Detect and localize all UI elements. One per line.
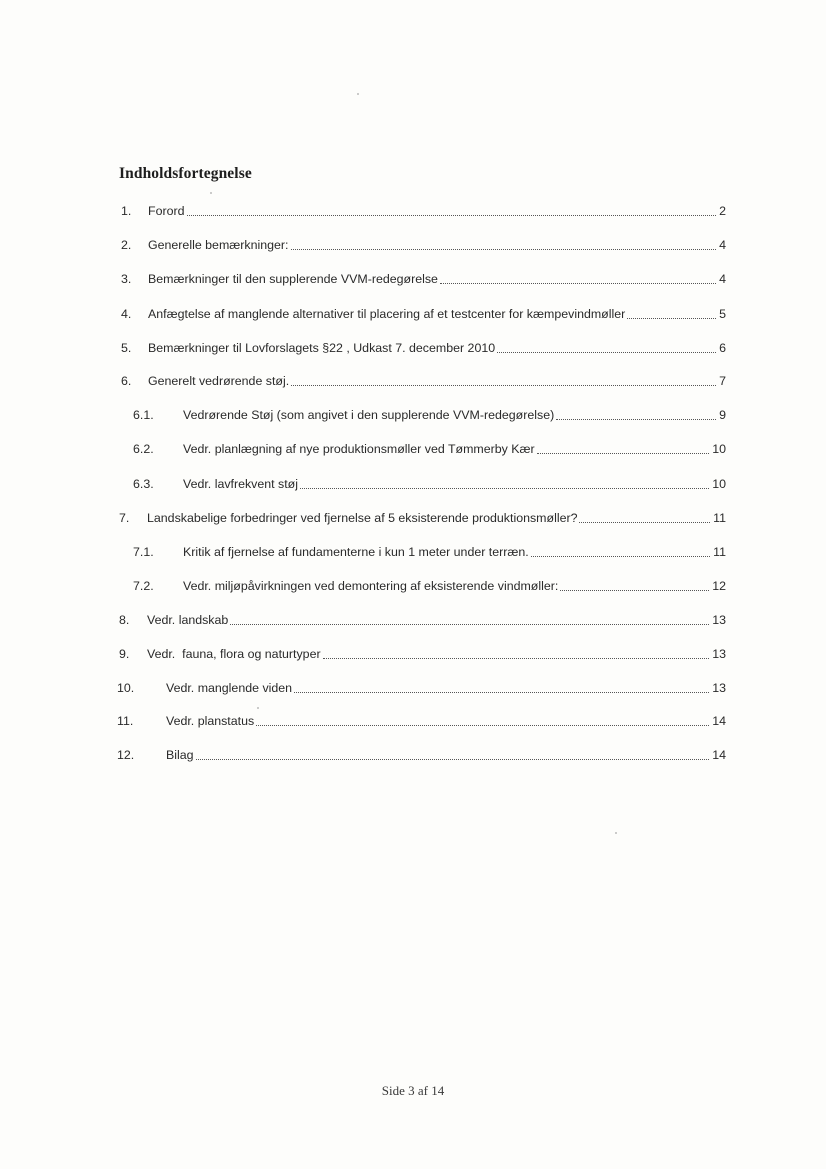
toc-entry-number: 4. (121, 307, 132, 321)
toc-entry-title: Vedr. landskab (147, 613, 229, 627)
toc-entry-1[interactable] (121, 203, 726, 219)
toc-entry-title: Vedr. miljøpåvirkningen ved demontering af eksisterende vindmøller: (183, 579, 559, 593)
dot-leader (187, 214, 717, 216)
toc-entry-title: Vedr. lavfrekvent støj (183, 477, 299, 491)
scan-speck (257, 707, 259, 709)
dot-leader (556, 418, 716, 420)
toc-entry-number: 10. (117, 681, 135, 695)
toc-entry-page: 14 (712, 748, 726, 762)
toc-entry-number: 9. (119, 647, 130, 661)
dot-leader (294, 691, 709, 693)
toc-entry-number: 6.1. (133, 408, 154, 422)
toc-entry-title: Vedr. fauna, flora og naturtyper (147, 647, 321, 661)
toc-entry-page: 11 (713, 511, 726, 525)
toc-entry-page: 5 (719, 307, 726, 321)
toc-entry-7[interactable] (119, 510, 726, 526)
toc-entry-page: 6 (719, 341, 726, 355)
toc-entry-number: 12. (117, 748, 135, 762)
toc-entry-title: Vedrørende Støj (som angivet i den supplerende VVM-redegørelse) (183, 408, 555, 422)
toc-entry-number: 3. (121, 272, 132, 286)
toc-entry-title: Anfægtelse af manglende alternativer til placering af et testcenter for kæmpevindmøller (148, 307, 626, 321)
toc-entry-title: Kritik af fjernelse af fundamenterne i kun 1 meter under terræn. (183, 545, 529, 559)
dot-leader (579, 521, 710, 523)
dot-leader (560, 589, 709, 591)
toc-entry-title: Vedr. manglende viden (166, 681, 293, 695)
toc-entry-6-1[interactable] (133, 407, 726, 423)
toc-entry-title: Bilag (166, 748, 194, 762)
toc-entry-page: 2 (719, 204, 726, 218)
toc-entry-page: 12 (712, 579, 726, 593)
toc-entry-page: 10 (712, 477, 726, 491)
toc-entry-title: Landskabelige forbedringer ved fjernelse af 5 eksisterende produktionsmøller? (147, 511, 578, 525)
toc-entry-number: 7. (119, 511, 130, 525)
toc-entry-6[interactable] (121, 373, 726, 389)
toc-entry-10[interactable] (117, 680, 726, 696)
toc-entry-8[interactable] (119, 612, 726, 628)
dot-leader (531, 555, 710, 557)
dot-leader (256, 724, 709, 726)
toc-entry-number: 8. (119, 613, 130, 627)
toc-entry-page: 4 (719, 272, 726, 286)
dot-leader (323, 657, 710, 659)
toc-entry-page: 4 (719, 238, 726, 252)
toc-entry-11[interactable] (117, 713, 726, 729)
dot-leader (291, 248, 717, 250)
toc-entry-page: 14 (712, 714, 726, 728)
dot-leader (230, 623, 709, 625)
scan-speck (615, 832, 617, 834)
toc-entry-number: 6.3. (133, 477, 154, 491)
toc-entry-page: 13 (712, 647, 726, 661)
dot-leader (300, 487, 709, 489)
toc-entry-number: 1. (121, 204, 132, 218)
dot-leader (196, 758, 710, 760)
toc-entry-title: Generelle bemærkninger: (148, 238, 289, 252)
toc-entry-title: Bemærkninger til den supplerende VVM-redegørelse (148, 272, 438, 286)
toc-entry-5[interactable] (121, 340, 726, 356)
toc-entry-page: 13 (712, 681, 726, 695)
scan-speck (210, 192, 212, 194)
toc-entry-6-3[interactable] (133, 476, 726, 492)
toc-entry-number: 7.1. (133, 545, 154, 559)
toc-entry-title: Generelt vedrørende støj. (148, 374, 290, 388)
toc-entry-page: 13 (712, 613, 726, 627)
toc-entry-4[interactable] (121, 306, 726, 322)
toc-entry-number: 11. (117, 714, 134, 728)
dot-leader (627, 317, 716, 319)
toc-entry-7-1[interactable] (133, 544, 726, 560)
dot-leader (537, 452, 710, 454)
toc-entry-title: Vedr. planstatus (166, 714, 255, 728)
toc-heading: Indholdsfortegnelse (119, 165, 252, 182)
toc-entry-number: 6.2. (133, 442, 154, 456)
toc-entry-number: 7.2. (133, 579, 154, 593)
toc-entry-title: Bemærkninger til Lovforslagets §22 , Udkast 7. december 2010 (148, 341, 496, 355)
toc-entry-title: Vedr. planlægning af nye produktionsmøller ved Tømmerby Kær (183, 442, 535, 456)
toc-entry-7-2[interactable] (133, 578, 726, 594)
dot-leader (291, 384, 716, 386)
toc-entry-12[interactable] (117, 747, 726, 763)
toc-entry-number: 5. (121, 341, 132, 355)
toc-entry-2[interactable] (121, 237, 726, 253)
toc-entry-page: 10 (712, 442, 726, 456)
toc-entry-title: Forord (148, 204, 185, 218)
dot-leader (497, 351, 716, 353)
dot-leader (440, 282, 716, 284)
toc-entry-page: 9 (719, 408, 726, 422)
toc-entry-9[interactable] (119, 646, 726, 662)
toc-entry-page: 7 (719, 374, 726, 388)
toc-entry-number: 2. (121, 238, 132, 252)
toc-entry-6-2[interactable] (133, 441, 726, 457)
toc-entry-page: 11 (713, 545, 726, 559)
scan-speck (357, 93, 359, 95)
page-footer: Side 3 af 14 (381, 1083, 445, 1098)
toc-entry-number: 6. (121, 374, 132, 388)
toc-entry-3[interactable] (121, 271, 726, 287)
